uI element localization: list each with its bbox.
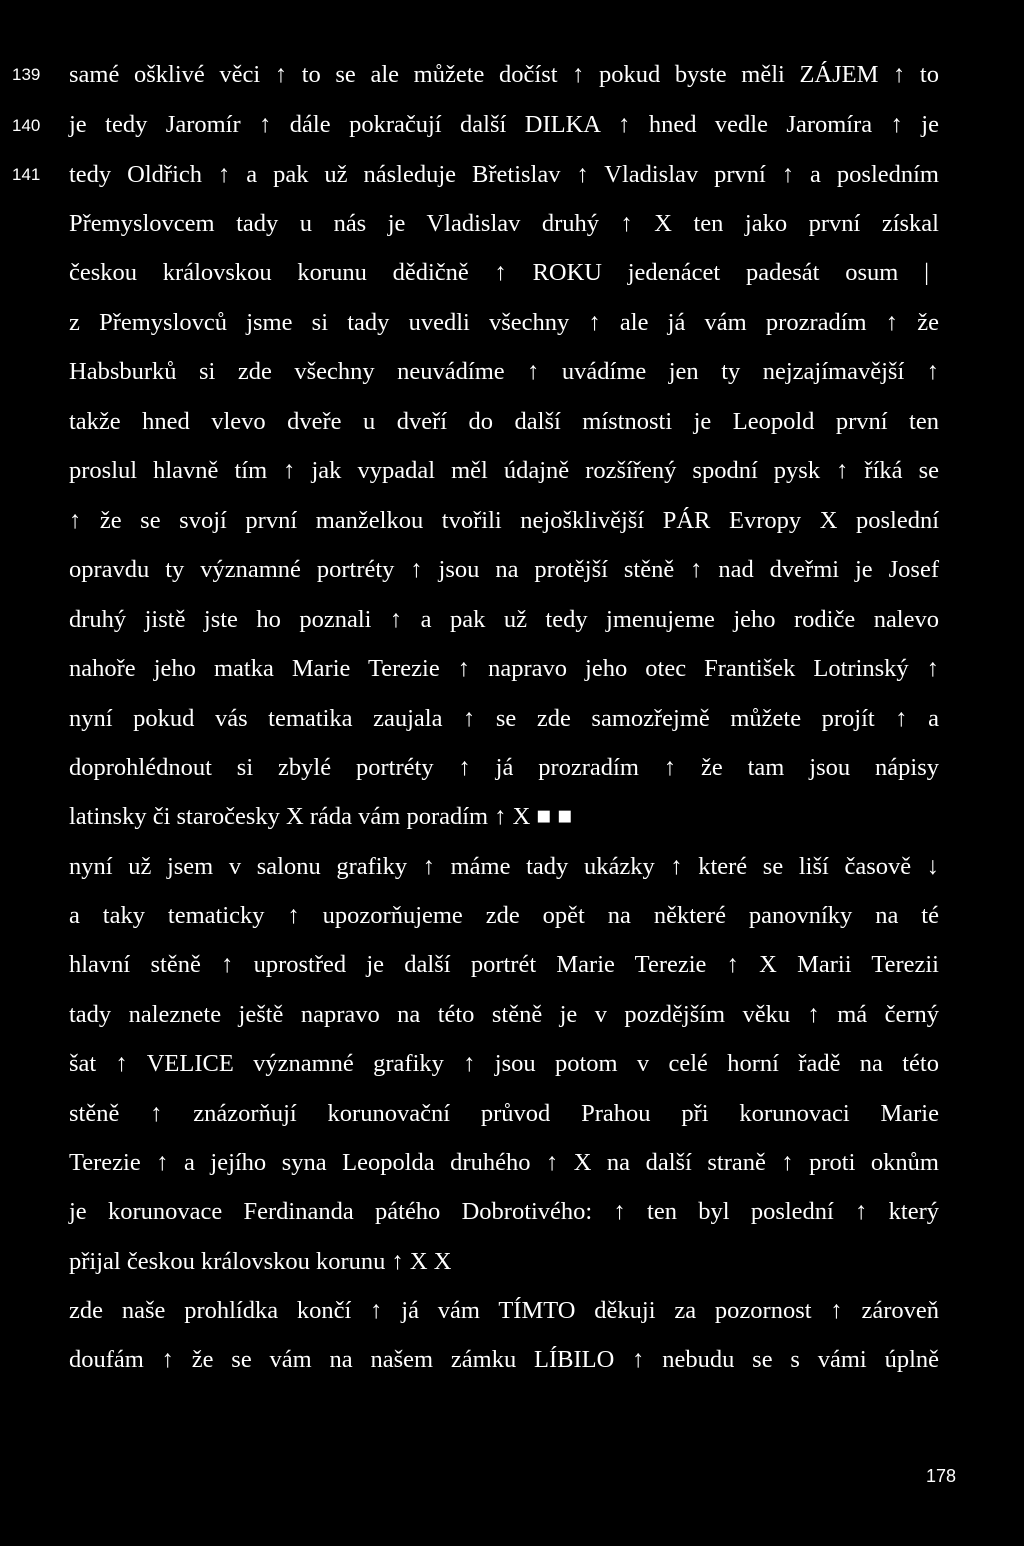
transcript-line: je korunovace Ferdinanda pátého Dobrotivého: ↑ ten byl poslední ↑ který	[69, 1198, 939, 1225]
transcript-line: opravdu ty významné portréty ↑ jsou na protější stěně ↑ nad dveřmi je Josef	[69, 556, 939, 583]
transcript-line: druhý jistě jste ho poznali ↑ a pak už tedy jmenujeme jeho rodiče nalevo	[69, 606, 939, 633]
transcript-line: šat ↑ VELICE významné grafiky ↑ jsou potom v celé horní řadě na této	[69, 1050, 939, 1077]
transcript-line: tady naleznete ještě napravo na této stěně je v pozdějším věku ↑ má černý	[69, 1001, 939, 1028]
transcript-line: Přemyslovcem tady u nás je Vladislav druhý ↑ X ten jako první získal	[69, 210, 939, 237]
transcript-line: latinsky či staročesky X ráda vám poradím ↑ X ■ ■	[69, 803, 573, 830]
transcript-line: ↑ že se svojí první manželkou tvořili nejošklivější PÁR Evropy X poslední	[69, 507, 939, 534]
transcript-line: doprohlédnout si zbylé portréty ↑ já prozradím ↑ že tam jsou nápisy	[69, 754, 939, 781]
transcript-line: Habsburků si zde všechny neuvádíme ↑ uvádíme jen ty nejzajímavější ↑	[69, 358, 939, 385]
transcript-line: stěně ↑ znázorňují korunovační průvod Prahou při korunovaci Marie	[69, 1100, 939, 1127]
transcript-line: Terezie ↑ a jejího syna Leopolda druhého ↑ X na další straně ↑ proti oknům	[69, 1149, 939, 1176]
transcript-line: samé ošklivé věci ↑ to se ale můžete dočíst ↑ pokud byste měli ZÁJEM ↑ to	[69, 61, 939, 88]
transcript-line: nyní už jsem v salonu grafiky ↑ máme tady ukázky ↑ které se liší časově ↓	[69, 853, 939, 880]
transcript-line: a taky tematicky ↑ upozorňujeme zde opět na některé panovníky na té	[69, 902, 939, 929]
transcript-line: proslul hlavně tím ↑ jak vypadal měl údajně rozšířený spodní pysk ↑ říká se	[69, 457, 939, 484]
transcript-line: je tedy Jaromír ↑ dále pokračují další DILKA ↑ hned vedle Jaromíra ↑ je	[69, 111, 939, 138]
page-number: 178	[925, 1466, 956, 1486]
transcript-line: českou královskou korunu dědičně ↑ ROKU jedenácet padesát osum |	[69, 259, 929, 286]
transcript-line: z Přemyslovců jsme si tady uvedli všechny ↑ ale já vám prozradím ↑ že	[69, 309, 939, 336]
line-number-140: 140	[12, 116, 41, 135]
transcript-line: nyní pokud vás tematika zaujala ↑ se zde samozřejmě můžete projít ↑ a	[69, 705, 939, 732]
line-number-139: 139	[12, 65, 41, 84]
transcript-line: zde naše prohlídka končí ↑ já vám TÍMTO děkuji za pozornost ↑ zároveň	[69, 1297, 939, 1324]
transcript-line: nahoře jeho matka Marie Terezie ↑ napravo jeho otec František Lotrinský ↑	[69, 655, 939, 682]
transcript-line: doufám ↑ že se vám na našem zámku LÍBILO ↑ nebudu se s vámi úplně	[69, 1346, 939, 1373]
transcript-line: přijal českou královskou korunu ↑ X X	[69, 1248, 452, 1275]
transcript-line: hlavní stěně ↑ uprostřed je další portrét Marie Terezie ↑ X Marii Terezii	[69, 951, 939, 978]
transcript-line: tedy Oldřich ↑ a pak už následuje Břetislav ↑ Vladislav první ↑ a posledním	[69, 161, 939, 188]
transcript-line: takže hned vlevo dveře u dveří do další místnosti je Leopold první ten	[69, 408, 939, 435]
line-number-141: 141	[12, 165, 41, 184]
